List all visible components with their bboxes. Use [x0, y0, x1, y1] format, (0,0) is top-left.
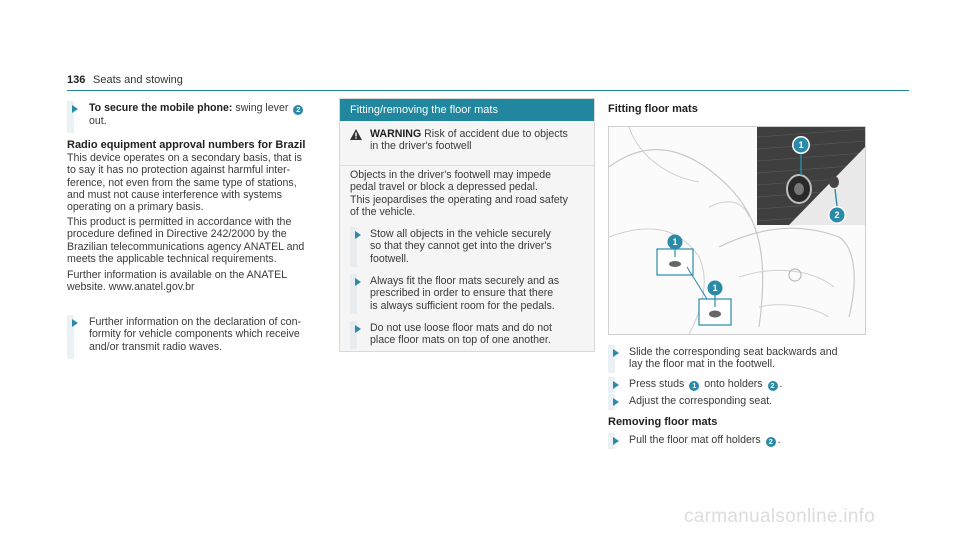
text-line: Objects in the driver's footwell may impede — [350, 169, 552, 181]
warning-bullet — [370, 228, 590, 265]
bullet-arrow-icon — [613, 437, 619, 445]
warning-body — [350, 169, 590, 218]
step-item — [629, 346, 879, 371]
lever-number-badge: 2 — [293, 105, 303, 115]
floor-mat-illustration — [608, 126, 866, 335]
text-line: This device operates on a secondary basis, that is — [67, 152, 302, 164]
panel-title-bar — [340, 99, 594, 121]
step-text: . — [777, 434, 781, 446]
text-line: to say it has no protection against harmful inter- — [67, 164, 291, 177]
warning-bullet — [370, 275, 590, 312]
text-line: Brazilian telecommunications agency ANATEL and — [67, 240, 305, 253]
text-line: prescribed in order to ensure that there — [370, 287, 554, 300]
step-item — [629, 434, 879, 447]
warning-label: WARNING — [370, 128, 422, 140]
warning-box — [340, 121, 594, 351]
text-line: Stow all objects in the vehicle securely — [370, 228, 551, 240]
section-heading-fitting: Fitting floor mats — [608, 103, 698, 115]
text-line: operating on a primary basis. — [67, 201, 204, 214]
callout-label: 2 — [834, 210, 840, 220]
paragraph — [67, 269, 329, 294]
bullet-arrow-icon — [355, 278, 361, 286]
step-text: Pull the floor mat off holders — [629, 434, 761, 446]
text-line: of the vehicle. — [350, 205, 416, 218]
holder-number-badge: 2 — [766, 437, 776, 447]
section-heading-brazil: Radio equipment approval numbers for Brazil — [67, 139, 306, 151]
text-line: footwell. — [370, 252, 409, 265]
text-line: and must not cause interference with systems — [67, 188, 282, 201]
text-line: lay the floor mat in the footwell. — [629, 358, 776, 371]
text-line: formity for vehicle components which receive — [89, 328, 300, 341]
text-line: Always fit the floor mats securely and as — [370, 275, 560, 287]
illustration-drawing — [609, 127, 865, 334]
panel-title: Fitting/removing the floor mats — [350, 104, 498, 116]
item-text-line2: out. — [89, 115, 107, 127]
holder-number-badge: 2 — [768, 381, 778, 391]
text-line: website. www.anatel.gov.br — [67, 281, 195, 294]
text-line: so that they cannot get into the driver's — [370, 240, 552, 253]
stud-number-badge: 1 — [689, 381, 699, 391]
warning-bullet — [370, 322, 590, 347]
section-heading-removing: Removing floor mats — [608, 416, 718, 428]
warning-triangle-icon — [350, 129, 362, 140]
text-line: meets the applicable technical requirements. — [67, 252, 277, 265]
step-item: Adjust the corresponding seat. — [629, 395, 773, 407]
paragraph — [67, 216, 329, 265]
section-title: Seats and stowing — [93, 74, 183, 86]
text-line: This jeopardises the operating and road safety — [350, 193, 568, 206]
paragraph — [67, 152, 329, 213]
callout-label: 1 — [798, 140, 804, 150]
text-line: Slide the corresponding seat backwards and — [629, 346, 838, 358]
text-line: ference, not even from the same type of stations, — [67, 176, 297, 189]
item-bold-lead: To secure the mobile phone: — [89, 102, 233, 114]
step-text: . — [779, 378, 783, 390]
list-item — [89, 316, 329, 353]
watermark: carmanualsonline.info — [684, 506, 876, 527]
text-line: Do not use loose floor mats and do not — [370, 322, 552, 334]
item-text: swing lever — [235, 102, 289, 114]
bullet-arrow-icon — [72, 105, 78, 113]
header-rule — [67, 90, 909, 91]
page-number: 136 — [67, 74, 86, 86]
text-line: place floor mats on top of one another. — [370, 334, 551, 347]
text-line: Further information is available on the ANATEL — [67, 269, 288, 281]
text-line: This product is permitted in accordance with the — [67, 216, 292, 228]
bullet-arrow-icon — [355, 231, 361, 239]
text-line: procedure defined in Directive 242/2000 by the — [67, 228, 287, 241]
bullet-arrow-icon — [355, 325, 361, 333]
text-line: and/or transmit radio waves. — [89, 340, 223, 353]
list-item — [89, 102, 329, 127]
warning-summary: Risk of accident due to objects — [424, 128, 568, 140]
text-line: is always sufficient room for the pedals. — [370, 299, 555, 312]
step-text: Press studs — [629, 378, 685, 390]
step-text: onto holders — [704, 378, 763, 390]
warning-header-text — [370, 128, 590, 153]
warning-summary-line2: in the driver's footwell — [370, 140, 472, 153]
step-item — [629, 378, 879, 391]
callout-label: 1 — [672, 237, 678, 247]
bullet-arrow-icon — [613, 398, 619, 406]
divider — [340, 165, 594, 166]
callout-label: 1 — [712, 283, 718, 293]
text-line: Further information on the declaration of con- — [89, 316, 301, 328]
bullet-arrow-icon — [613, 349, 619, 357]
bullet-arrow-icon — [72, 319, 78, 327]
text-line: pedal travel or block a depressed pedal. — [350, 181, 538, 194]
bullet-arrow-icon — [613, 381, 619, 389]
warning-panel — [339, 98, 595, 352]
